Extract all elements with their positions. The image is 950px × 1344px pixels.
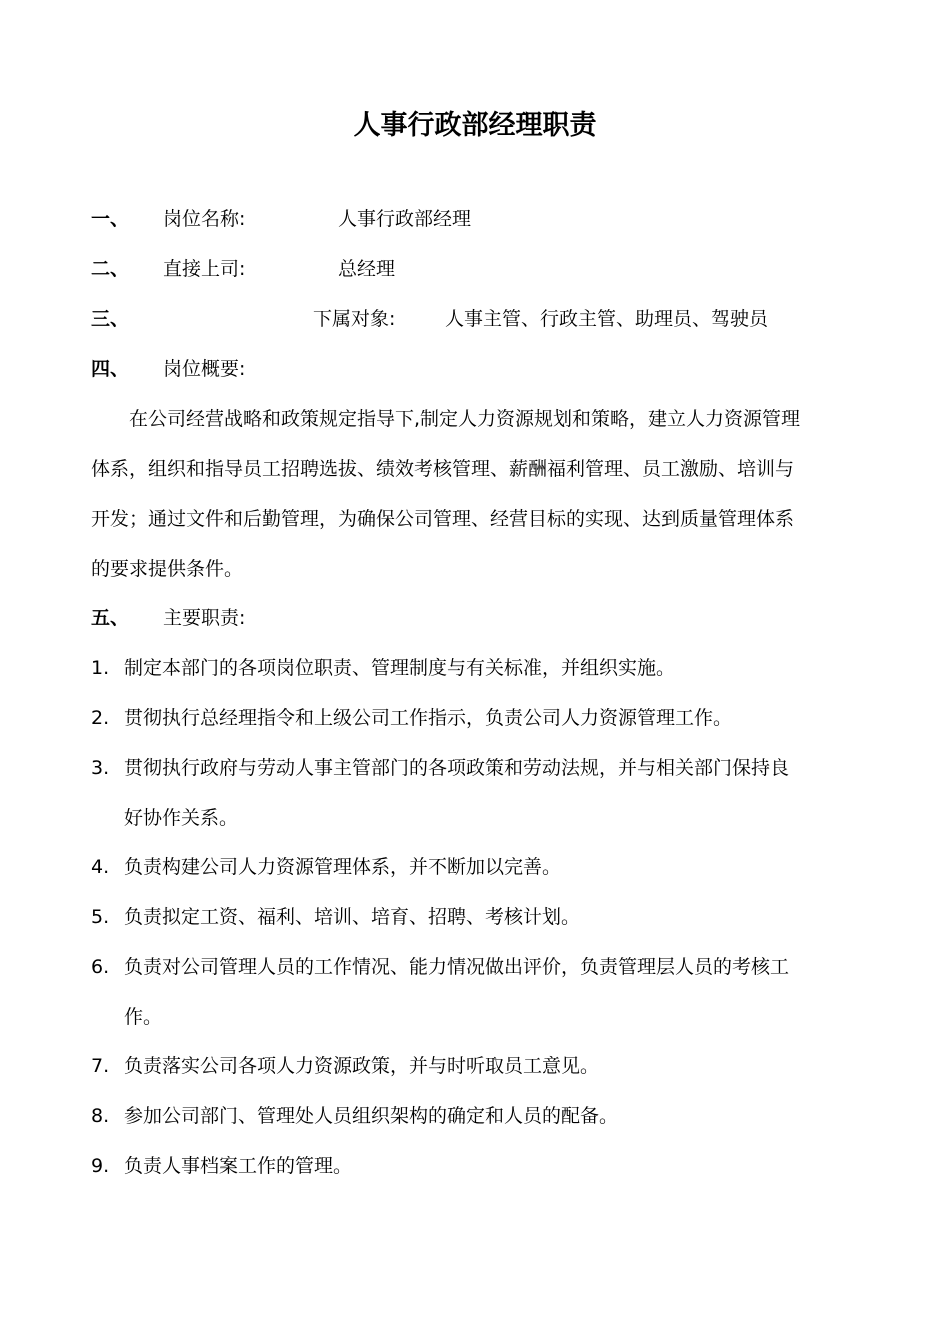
duty-text: 好协作关系。 <box>124 807 239 829</box>
section-label: 下属对象: <box>313 308 396 330</box>
duty-number: 1. <box>91 657 110 679</box>
duty-text: 负责拟定工资、福利、培训、培育、招聘、考核计划。 <box>124 906 581 928</box>
summary-line: 在公司经营战略和政策规定指导下,制定人力资源规划和策略，建立人力资源管理 <box>129 408 801 430</box>
summary-line: 的要求提供条件。 <box>91 558 244 580</box>
duty-text: 贯彻执行政府与劳动人事主管部门的各项政策和劳动法规，并与相关部门保持良 <box>124 757 790 779</box>
duty-text: 负责人事档案工作的管理。 <box>124 1155 353 1177</box>
duty-text: 负责构建公司人力资源管理体系，并不断加以完善。 <box>124 856 562 878</box>
duty-number: 5. <box>91 906 110 928</box>
section-number: 五、 <box>91 607 130 629</box>
duty-text: 贯彻执行总经理指令和上级公司工作指示，负责公司人力资源管理工作。 <box>124 707 733 729</box>
summary-line: 开发；通过文件和后勤管理，为确保公司管理、经营目标的实现、达到质量管理体系 <box>91 508 795 530</box>
duty-text: 作。 <box>124 1006 163 1028</box>
section-label: 直接上司: <box>163 258 246 280</box>
duty-number: 2. <box>91 707 110 729</box>
document-title: 人事行政部经理职责 <box>353 110 597 141</box>
section-label: 主要职责: <box>163 607 246 629</box>
duty-text: 负责落实公司各项人力资源政策，并与时听取员工意见。 <box>124 1055 600 1077</box>
summary-line: 体系，组织和指导员工招聘选拔、绩效考核管理、薪酬福利管理、员工激励、培训与 <box>91 458 795 480</box>
section-number: 一、 <box>91 208 130 230</box>
section-number: 二、 <box>91 258 130 280</box>
duty-number: 4. <box>91 856 110 878</box>
section-value: 人事行政部经理 <box>338 208 472 230</box>
section-value: 人事主管、行政主管、助理员、驾驶员 <box>445 308 769 330</box>
section-number: 三、 <box>91 308 130 330</box>
duty-text: 负责对公司管理人员的工作情况、能力情况做出评价，负责管理层人员的考核工 <box>124 956 790 978</box>
duty-number: 7. <box>91 1055 110 1077</box>
duty-text: 参加公司部门、管理处人员组织架构的确定和人员的配备。 <box>124 1105 619 1127</box>
duty-number: 9. <box>91 1155 110 1177</box>
duty-number: 8. <box>91 1105 110 1127</box>
section-label: 岗位名称: <box>163 208 246 230</box>
duty-text: 制定本部门的各项岗位职责、管理制度与有关标准，并组织实施。 <box>124 657 676 679</box>
duty-number: 3. <box>91 757 110 779</box>
duty-number: 6. <box>91 956 110 978</box>
section-value: 总经理 <box>338 258 396 280</box>
section-label: 岗位概要: <box>163 358 246 380</box>
section-number: 四、 <box>91 358 130 380</box>
